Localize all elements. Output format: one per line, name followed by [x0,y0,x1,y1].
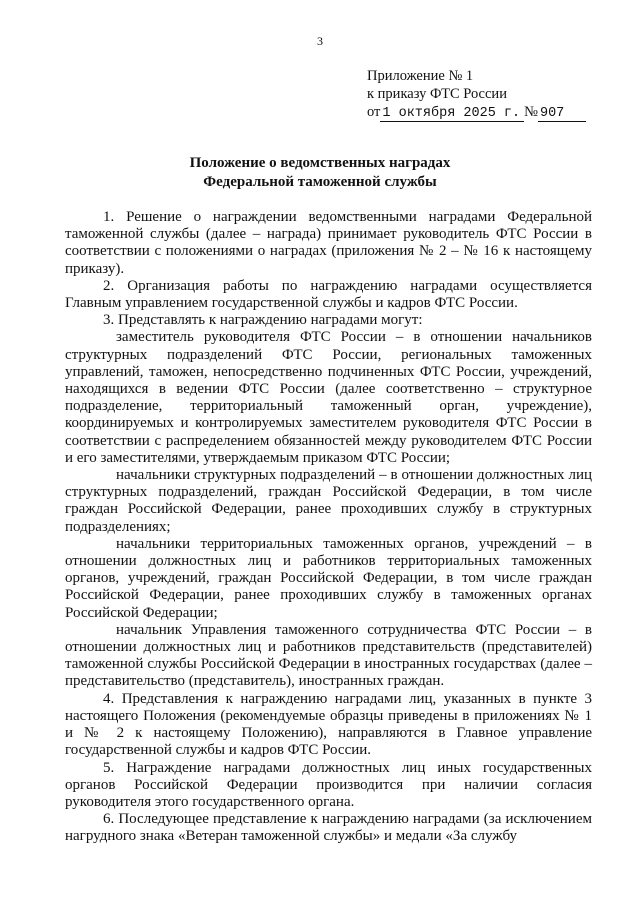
number-prefix: № [524,104,538,120]
appendix-order-reference: к приказу ФТС России [367,86,507,102]
paragraph-1: 1. Решение о награждении ведомственными наградами Федеральной таможенной службы (далее – награда) принимает руководитель ФТС России в соответствии с положениями о наградах (приложения № 2 – № 16 к настоящему приказу). [65,209,592,277]
date-prefix: от [367,104,381,120]
page-number: 3 [317,34,323,48]
title-line-1: Положение о ведомственных наградах [189,155,451,171]
paragraph-3-structural-heads: начальники структурных подразделений – в отношении должностных лиц структурных подразделений, граждан Российской Федерации, в том числе граждан Российской Федерации, ранее проходивших службу в структурных подразделениях; [65,467,592,535]
paragraph-3-deputy: заместитель руководителя ФТС России – в отношении начальников структурных подразделений ФТС России, региональных таможенных управлений, таможен, непосредственно подчиненных ФТС России, учреждений, находящихся в ведении ФТС России (далее соответственно – структурное подразделение, территориальный таможенный орган, учреждение), координируемых и контролируемых заместителем руководителя ФТС России в соответствии с распределением обязанностей между руководителем ФТС России и его заместителями, утверждаемым приказом ФТС России; [65,329,592,466]
paragraph-3: 3. Представлять к награждению наградами могут: [103,312,423,329]
paragraph-6: 6. Последующее представление к награждению наградами (за исключением нагрудного знака «Ветеран таможенной службы» и медали «За службу [65,811,592,845]
order-number: 907 [538,106,586,122]
paragraph-3-cooperation-head: начальник Управления таможенного сотрудничества ФТС России – в отношении должностных лиц и работников представительств (представителей) таможенной службы Российской Федерации в иностранных государствах (далее – представительство (представитель), иностранных граждан. [65,621,592,690]
paragraph-2: 2. Организация работы по награждению наградами осуществляется Главным управлением государственной службы и кадров ФТС России. [65,277,592,312]
appendix-title: Приложение № 1 [367,68,474,84]
title-line-2: Федеральной таможенной службы [203,174,437,190]
paragraph-3-territorial-heads: начальники территориальных таможенных органов, учреждений – в отношении должностных лиц и работников территориальных таможенных органов, учреждений, граждан Российской Федерации, в том числе граждан Российской Федерации, ранее проходивших службу в таможенных органах Российской Федерации; [65,535,592,621]
paragraph-4: 4. Представления к награждению наградами лиц, указанных в пункте 3 настоящего Положения (рекомендуемые образцы приведены в приложениях № 1 и № 2 к настоящему Положению), направляются в Главное управление государственной службы и кадров ФТС России. [65,690,592,759]
paragraph-5: 5. Награждение наградами должностных лиц иных государственных органов Российской Федерации производится при наличии согласия руководителя этого государственного органа. [65,759,592,810]
appendix-header [367,67,586,123]
order-date: 1 октября 2025 г. [380,106,524,122]
appendix-date-line [367,103,586,123]
document-body [65,209,592,846]
document-title [0,154,640,192]
